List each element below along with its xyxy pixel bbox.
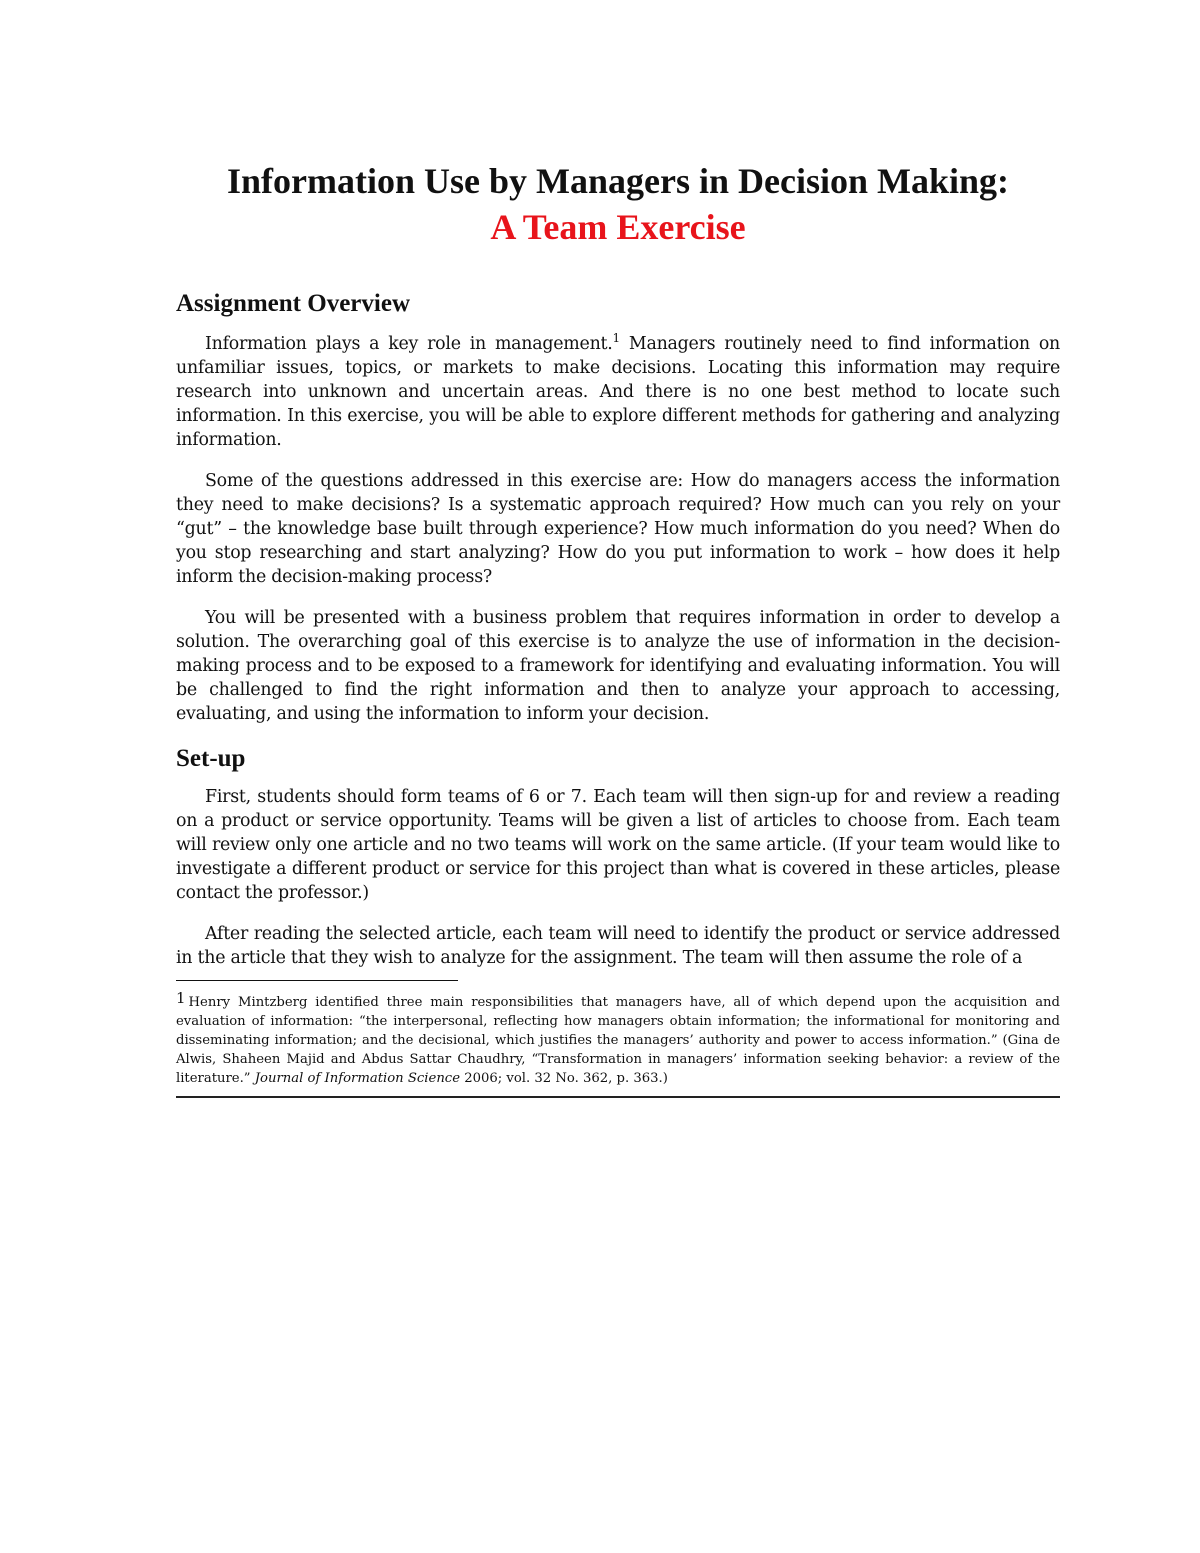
overview-paragraph-3: You will be presented with a business problem that requires information in order to develop a solution. The overarching goal of this exercise is to analyze the use of information in the decision-making process and to be exposed to a framework for identifying and evaluating information. You will be challenged to find the right information and then to analyze your approach to accessing, evaluating, and using the information to inform your decision. xyxy=(176,608,1060,724)
footnote-text: Henry Mintzberg identified three main responsibilities that managers have, all of which depend upon the acquisition and evaluation of information: “the interpersonal, reflecting how managers obtain information; the informational for monitoring and disseminating information; and the decisional, which justifies the managers’ authority and power to access information.” (Gina de Alwis, Shaheen Majid and Abdus Sattar Chaudhry, “Transformation in managers’ information seeking behavior: a review of the literature.” xyxy=(176,995,1060,1086)
footnote-bottom-rule xyxy=(176,1096,1060,1098)
section-heading-overview: Assignment Overview xyxy=(176,290,410,317)
footnote-journal-title: Journal of Information Science xyxy=(254,1071,460,1086)
document-title xyxy=(176,158,1060,250)
title-line-2: A Team Exercise xyxy=(490,207,746,247)
overview-paragraph-2: Some of the questions addressed in this exercise are: How do managers access the information they need to make decisions? Is a systematic approach required? How much can you rely on your “gut” – the knowledge base built through experience? How much information do you need? When do you stop researching and start analyzing? How do you put information to work – how does it help inform the decision-making process? xyxy=(176,471,1060,587)
overview-p1-text: Information plays a key role in management. xyxy=(205,334,613,354)
overview-p1-text-cont: Managers routinely need to find information on unfamiliar issues, topics, or markets to make decisions. Locating this information may require research into unknown and uncertain areas. And there is no one best method to locate such information. In this exercise, you will be able to explore different methods for gathering and analyzing information. xyxy=(176,334,1061,450)
page-content xyxy=(176,158,1060,1098)
setup-paragraph-1: First, students should form teams of 6 or 7. Each team will then sign-up for and review a reading on a product or service opportunity. Teams will be given a list of articles to choose from. Each team will review only one article and no two teams will work on the same article. (If your team would like to investigate a different product or service for this project than what is covered in these articles, please contact the professor.) xyxy=(176,787,1060,903)
setup-paragraph-2: After reading the selected article, each team will need to identify the product or service addressed in the article that they wish to analyze for the assignment. The team will then assume the role of a xyxy=(176,924,1060,968)
footnote-reference: 1 xyxy=(612,331,620,346)
section-heading-setup: Set-up xyxy=(176,745,246,772)
footnote xyxy=(176,989,1060,1088)
overview-paragraph-1 xyxy=(176,332,1060,452)
footnote-number: 1 xyxy=(176,989,186,1007)
title-line-1: Information Use by Managers in Decision Making: xyxy=(227,161,1009,201)
footnote-separator xyxy=(176,980,458,981)
footnote-text-end: 2006; vol. 32 No. 362, p. 363.) xyxy=(460,1071,668,1086)
